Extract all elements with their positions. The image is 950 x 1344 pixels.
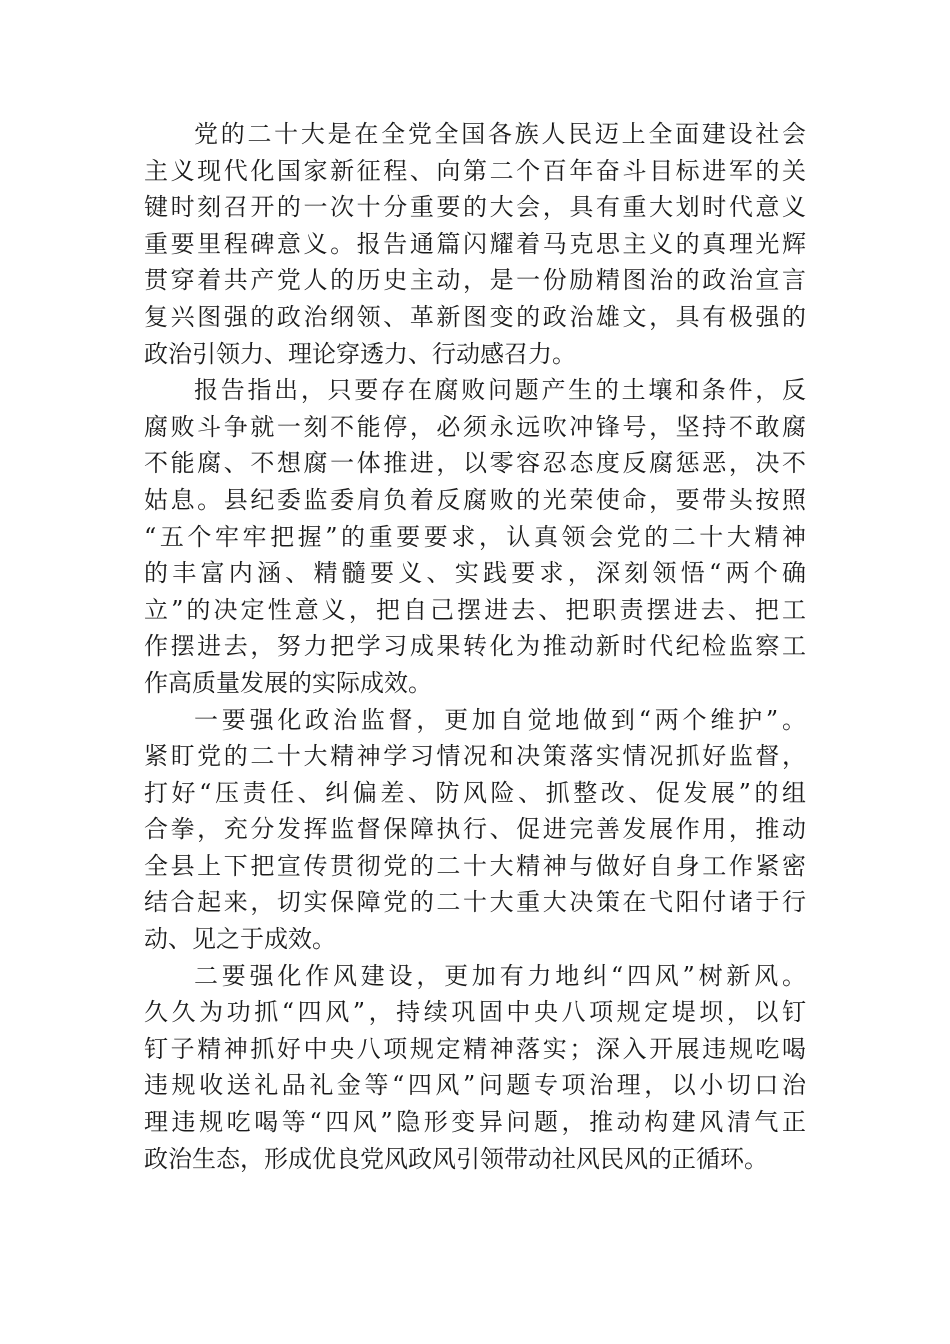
paragraph-2 xyxy=(144,372,806,701)
paragraph-1 xyxy=(144,116,806,372)
text-line: 立”的决定性意义，把自己摆进去、把职责摆进去、把工 xyxy=(144,595,806,624)
text-line: 政治引领力、理论穿透力、行动感召力。 xyxy=(144,339,576,368)
text-line: 结合起来，切实保障党的二十大重大决策在弋阳付诸于行 xyxy=(144,888,806,917)
paragraph-4 xyxy=(144,958,806,1178)
text-line: 打好“压责任、纠偏差、防风险、抓整改、促发展”的组 xyxy=(144,778,806,807)
text-line: 主义现代化国家新征程、向第二个百年奋斗目标进军的关 xyxy=(144,156,806,185)
text-line: 政治生态，形成优良党风政风引领带动社风民风的正循环。 xyxy=(144,1144,768,1173)
text-line: 二要强化作风建设，更加有力地纠“四风”树新风。 xyxy=(194,961,806,990)
text-line: 合拳，充分发挥监督保障执行、促进完善发展作用，推动 xyxy=(144,815,806,844)
document-body xyxy=(144,116,806,1177)
text-line: 的丰富内涵、精髓要义、实践要求，深刻领悟“两个确 xyxy=(144,559,806,588)
text-line: 重要里程碑意义。报告通篇闪耀着马克思主义的真理光辉 xyxy=(144,229,806,258)
paragraph-3 xyxy=(144,702,806,958)
text-line: 动、见之于成效。 xyxy=(144,925,336,954)
text-line: 报告指出，只要存在腐败问题产生的土壤和条件，反 xyxy=(194,376,806,405)
text-line: 不能腐、不想腐一体推进，以零容忍态度反腐惩恶，决不 xyxy=(144,449,806,478)
text-line: 复兴图强的政治纲领、革新图变的政治雄文，具有极强的 xyxy=(144,302,806,331)
text-line: 作摆进去，努力把学习成果转化为推动新时代纪检监察工 xyxy=(144,632,806,661)
text-line: 党的二十大是在全党全国各族人民迈上全面建设社会 xyxy=(194,120,806,148)
text-line: 一要强化政治监督，更加自觉地做到“两个维护”。 xyxy=(194,705,806,734)
text-line: 腐败斗争就一刻不能停，必须永远吹冲锋号，坚持不敢腐 xyxy=(144,412,806,441)
text-line: “五个牢牢把握”的重要要求，认真领会党的二十大精神 xyxy=(144,522,806,551)
text-line: 紧盯党的二十大精神学习情况和决策落实情况抓好监督， xyxy=(144,742,806,771)
text-line: 违规收送礼品礼金等“四风”问题专项治理，以小切口治 xyxy=(144,1071,806,1100)
text-line: 理违规吃喝等“四风”隐形变异问题，推动构建风清气正 xyxy=(144,1108,806,1137)
text-line: 姑息。县纪委监委肩负着反腐败的光荣使命，要带头按照 xyxy=(144,485,806,514)
text-line: 作高质量发展的实际成效。 xyxy=(144,668,432,697)
text-line: 钉子精神抓好中央八项规定精神落实；深入开展违规吃喝 xyxy=(144,1034,806,1063)
text-line: 键时刻召开的一次十分重要的大会，具有重大划时代意义 xyxy=(144,193,806,222)
text-line: 久久为功抓“四风”，持续巩固中央八项规定堤坝，以钉 xyxy=(144,998,806,1027)
text-line: 贯穿着共产党人的历史主动，是一份励精图治的政治宣言 xyxy=(144,266,806,295)
text-line: 全县上下把宣传贯彻党的二十大精神与做好自身工作紧密 xyxy=(144,851,806,880)
